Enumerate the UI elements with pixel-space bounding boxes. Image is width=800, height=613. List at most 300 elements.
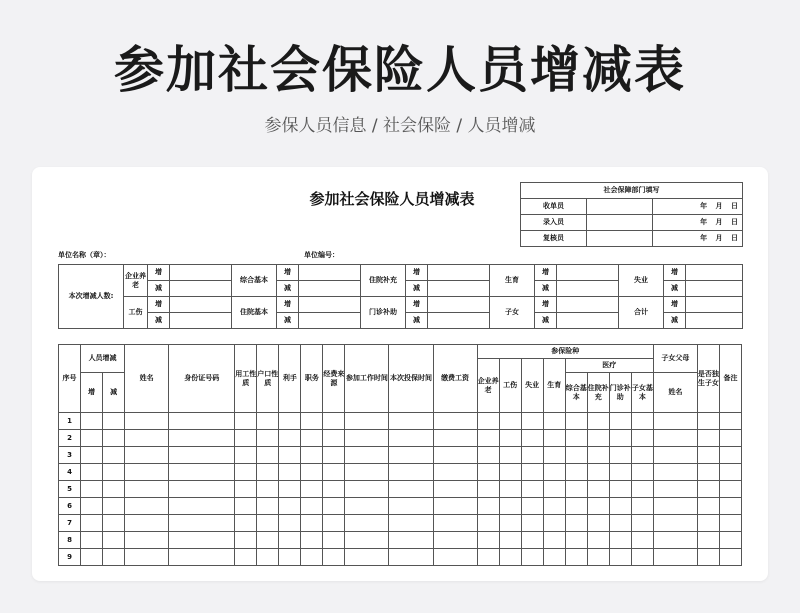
table-cell[interactable] (389, 549, 433, 566)
table-cell[interactable] (279, 549, 301, 566)
value-cell[interactable] (170, 313, 232, 329)
table-cell[interactable] (235, 447, 257, 464)
table-cell[interactable] (103, 430, 125, 447)
table-cell[interactable] (477, 447, 499, 464)
table-cell[interactable] (389, 532, 433, 549)
table-cell[interactable] (169, 481, 235, 498)
table-cell[interactable] (587, 498, 609, 515)
col-med-outp: 门诊补助 (609, 373, 631, 413)
table-cell[interactable] (323, 515, 345, 532)
table-cell[interactable] (235, 481, 257, 498)
col-hukou: 户口性质 (257, 345, 279, 413)
value-cell[interactable] (170, 265, 232, 281)
table-cell[interactable] (697, 532, 719, 549)
dept-row-date: 年 月 日 (653, 215, 743, 231)
table-cell[interactable] (125, 447, 169, 464)
table-cell[interactable] (257, 549, 279, 566)
table-row (59, 498, 742, 515)
table-cell[interactable] (169, 532, 235, 549)
table-cell[interactable] (631, 447, 653, 464)
table-cell[interactable] (543, 498, 565, 515)
table-cell[interactable] (499, 481, 521, 498)
group-label: 住院基本 (232, 297, 277, 329)
row-number: 1 (59, 413, 81, 430)
unit-code-label: 单位编号： (304, 251, 339, 259)
table-row (59, 532, 742, 549)
table-cell[interactable] (279, 532, 301, 549)
table-cell[interactable] (697, 481, 719, 498)
dec-label: 减 (148, 313, 170, 329)
table-row (59, 413, 742, 430)
table-cell[interactable] (125, 413, 169, 430)
dept-row-input[interactable] (587, 215, 653, 231)
value-cell[interactable] (686, 281, 743, 297)
table-cell[interactable] (631, 498, 653, 515)
table-cell[interactable] (543, 549, 565, 566)
table-cell[interactable] (257, 532, 279, 549)
table-cell[interactable] (257, 413, 279, 430)
table-cell[interactable] (235, 413, 257, 430)
col-position: 职务 (301, 345, 323, 413)
table-cell[interactable] (103, 532, 125, 549)
table-cell[interactable] (125, 532, 169, 549)
table-cell[interactable] (125, 464, 169, 481)
table-cell[interactable] (631, 549, 653, 566)
table-cell[interactable] (81, 464, 103, 481)
table-cell[interactable] (433, 515, 477, 532)
table-cell[interactable] (719, 481, 741, 498)
table-cell[interactable] (653, 430, 697, 447)
document-title: 参加社会保险人员增减表 (309, 190, 475, 208)
dept-row-label: 录入员 (521, 215, 587, 231)
table-cell[interactable] (653, 498, 697, 515)
table-cell[interactable] (257, 464, 279, 481)
table-cell[interactable] (169, 464, 235, 481)
table-cell[interactable] (719, 430, 741, 447)
table-cell[interactable] (301, 549, 323, 566)
table-cell[interactable] (543, 532, 565, 549)
table-cell[interactable] (565, 549, 587, 566)
dec-label: 减 (406, 313, 428, 329)
table-cell[interactable] (631, 464, 653, 481)
table-cell[interactable] (103, 498, 125, 515)
table-cell[interactable] (433, 532, 477, 549)
table-row (59, 481, 742, 498)
inc-label: 增 (406, 265, 428, 281)
table-cell[interactable] (323, 430, 345, 447)
table-cell[interactable] (631, 481, 653, 498)
table-cell[interactable] (389, 481, 433, 498)
table-cell[interactable] (477, 549, 499, 566)
table-cell[interactable] (499, 430, 521, 447)
table-cell[interactable] (499, 447, 521, 464)
table-cell[interactable] (103, 481, 125, 498)
table-cell[interactable] (719, 464, 741, 481)
group-label: 住院补充 (361, 265, 406, 297)
table-cell[interactable] (565, 464, 587, 481)
value-cell[interactable] (686, 265, 743, 281)
col-left-hand: 利手 (279, 345, 301, 413)
table-cell[interactable] (631, 430, 653, 447)
value-cell[interactable] (428, 313, 490, 329)
table-cell[interactable] (235, 498, 257, 515)
table-cell[interactable] (279, 498, 301, 515)
hero-subtitle: 参保人员信息 / 社会保险 / 人员增减 (264, 116, 536, 136)
table-cell[interactable] (521, 515, 543, 532)
value-cell[interactable] (557, 281, 619, 297)
row-number: 6 (59, 498, 81, 515)
table-cell[interactable] (719, 498, 741, 515)
table-cell[interactable] (477, 413, 499, 430)
group-label: 门诊补助 (361, 297, 406, 329)
row-number: 7 (59, 515, 81, 532)
table-cell[interactable] (499, 498, 521, 515)
table-cell[interactable] (631, 532, 653, 549)
col-seq: 序号 (59, 345, 81, 413)
col-dec: 减 (103, 373, 125, 413)
table-cell[interactable] (609, 498, 631, 515)
table-cell[interactable] (587, 481, 609, 498)
table-row (59, 464, 742, 481)
table-cell[interactable] (653, 532, 697, 549)
table-cell[interactable] (103, 447, 125, 464)
table-cell[interactable] (433, 498, 477, 515)
table-cell[interactable] (301, 515, 323, 532)
table-cell[interactable] (257, 498, 279, 515)
col-name: 姓名 (125, 345, 169, 413)
table-cell[interactable] (477, 464, 499, 481)
table-cell[interactable] (323, 481, 345, 498)
table-cell[interactable] (81, 532, 103, 549)
table-cell[interactable] (103, 413, 125, 430)
table-cell[interactable] (389, 515, 433, 532)
table-cell[interactable] (587, 515, 609, 532)
row-number: 8 (59, 532, 81, 549)
table-cell[interactable] (301, 430, 323, 447)
dec-label: 减 (277, 281, 299, 297)
table-cell[interactable] (323, 413, 345, 430)
table-cell[interactable] (543, 481, 565, 498)
table-cell[interactable] (543, 413, 565, 430)
table-cell[interactable] (257, 515, 279, 532)
table-cell[interactable] (521, 413, 543, 430)
table-cell[interactable] (609, 532, 631, 549)
table-cell[interactable] (169, 413, 235, 430)
table-cell[interactable] (103, 464, 125, 481)
col-parents: 子女父母 (653, 345, 697, 373)
table-cell[interactable] (301, 447, 323, 464)
table-cell[interactable] (477, 481, 499, 498)
table-cell[interactable] (81, 515, 103, 532)
table-cell[interactable] (609, 413, 631, 430)
table-cell[interactable] (345, 515, 389, 532)
table-cell[interactable] (653, 413, 697, 430)
table-cell[interactable] (301, 498, 323, 515)
table-cell[interactable] (301, 413, 323, 430)
table-cell[interactable] (125, 515, 169, 532)
table-cell[interactable] (279, 515, 301, 532)
inc-label: 增 (664, 265, 686, 281)
col-only-child: 是否独生子女 (697, 345, 719, 413)
table-cell[interactable] (125, 549, 169, 566)
table-cell[interactable] (323, 447, 345, 464)
col-person-change: 人员增减 (81, 345, 125, 373)
value-cell[interactable] (557, 265, 619, 281)
table-cell[interactable] (125, 498, 169, 515)
table-cell[interactable] (433, 413, 477, 430)
col-insurance: 参保险种 (477, 345, 653, 359)
table-cell[interactable] (587, 549, 609, 566)
inc-label: 增 (148, 297, 170, 313)
table-cell[interactable] (279, 447, 301, 464)
table-cell[interactable] (477, 532, 499, 549)
table-cell[interactable] (653, 481, 697, 498)
row-number: 5 (59, 481, 81, 498)
inc-label: 增 (535, 265, 557, 281)
value-cell[interactable] (428, 297, 490, 313)
table-cell[interactable] (81, 549, 103, 566)
table-cell[interactable] (499, 549, 521, 566)
group-label: 综合基本 (232, 265, 277, 297)
table-cell[interactable] (389, 498, 433, 515)
table-cell[interactable] (257, 447, 279, 464)
table-cell[interactable] (345, 481, 389, 498)
table-cell[interactable] (565, 430, 587, 447)
table-cell[interactable] (433, 549, 477, 566)
table-cell[interactable] (697, 498, 719, 515)
table-cell[interactable] (345, 430, 389, 447)
table-cell[interactable] (345, 447, 389, 464)
inc-label: 增 (277, 297, 299, 313)
table-cell[interactable] (565, 515, 587, 532)
table-cell[interactable] (565, 532, 587, 549)
table-cell[interactable] (587, 413, 609, 430)
table-cell[interactable] (653, 447, 697, 464)
table-cell[interactable] (719, 515, 741, 532)
table-cell[interactable] (697, 464, 719, 481)
hero-title: 参加社会保险人员增减表 (114, 41, 686, 99)
table-cell[interactable] (609, 464, 631, 481)
table-cell[interactable] (719, 532, 741, 549)
col-med-hosp: 住院补充 (587, 373, 609, 413)
table-cell[interactable] (719, 447, 741, 464)
value-cell[interactable] (428, 265, 490, 281)
dec-label: 减 (406, 281, 428, 297)
table-cell[interactable] (609, 515, 631, 532)
col-medical: 医疗 (565, 359, 653, 373)
table-cell[interactable] (345, 549, 389, 566)
table-cell[interactable] (565, 481, 587, 498)
table-cell[interactable] (697, 447, 719, 464)
table-cell[interactable] (323, 549, 345, 566)
table-cell[interactable] (587, 430, 609, 447)
table-cell[interactable] (345, 413, 389, 430)
col-wage: 缴费工资 (433, 345, 477, 413)
value-cell[interactable] (299, 265, 361, 281)
unit-name-label: 单位名称（章）： (58, 251, 111, 259)
col-med-child: 子女基本 (631, 373, 653, 413)
row-number: 3 (59, 447, 81, 464)
table-cell[interactable] (631, 515, 653, 532)
value-cell[interactable] (299, 313, 361, 329)
table-cell[interactable] (345, 464, 389, 481)
table-row (59, 549, 742, 566)
dec-label: 减 (535, 313, 557, 329)
table-cell[interactable] (521, 447, 543, 464)
value-cell[interactable] (299, 297, 361, 313)
dept-row-input[interactable] (587, 199, 653, 215)
table-cell[interactable] (543, 447, 565, 464)
table-cell[interactable] (653, 464, 697, 481)
table-cell[interactable] (543, 464, 565, 481)
table-cell[interactable] (565, 447, 587, 464)
dept-fill-box (520, 182, 743, 247)
table-cell[interactable] (169, 447, 235, 464)
table-cell[interactable] (235, 532, 257, 549)
table-cell[interactable] (235, 549, 257, 566)
table-cell[interactable] (169, 515, 235, 532)
table-cell[interactable] (433, 430, 477, 447)
table-cell[interactable] (565, 413, 587, 430)
table-cell[interactable] (279, 430, 301, 447)
col-maternity: 生育 (543, 359, 565, 413)
table-cell[interactable] (565, 498, 587, 515)
table-cell[interactable] (279, 464, 301, 481)
dec-label: 减 (664, 281, 686, 297)
table-cell[interactable] (697, 413, 719, 430)
dec-label: 减 (535, 281, 557, 297)
table-cell[interactable] (257, 481, 279, 498)
table-cell[interactable] (345, 532, 389, 549)
table-cell[interactable] (499, 515, 521, 532)
table-cell[interactable] (323, 498, 345, 515)
table-cell[interactable] (631, 413, 653, 430)
value-cell[interactable] (170, 281, 232, 297)
table-cell[interactable] (389, 447, 433, 464)
table-cell[interactable] (125, 481, 169, 498)
table-cell[interactable] (81, 413, 103, 430)
table-cell[interactable] (433, 481, 477, 498)
table-cell[interactable] (169, 549, 235, 566)
dec-label: 减 (277, 313, 299, 329)
table-cell[interactable] (389, 430, 433, 447)
inc-label: 增 (535, 297, 557, 313)
value-cell[interactable] (686, 313, 743, 329)
table-cell[interactable] (389, 413, 433, 430)
table-cell[interactable] (543, 430, 565, 447)
table-cell[interactable] (301, 481, 323, 498)
table-cell[interactable] (235, 430, 257, 447)
table-cell[interactable] (499, 413, 521, 430)
table-cell[interactable] (521, 481, 543, 498)
table-cell[interactable] (521, 498, 543, 515)
col-insure-time: 本次投保时间 (389, 345, 433, 413)
table-cell[interactable] (301, 532, 323, 549)
table-cell[interactable] (521, 532, 543, 549)
table-cell[interactable] (521, 549, 543, 566)
dept-row-input[interactable] (587, 231, 653, 247)
col-work-start: 参加工作时间 (345, 345, 389, 413)
table-cell[interactable] (587, 447, 609, 464)
inc-label: 增 (148, 265, 170, 281)
table-cell[interactable] (389, 464, 433, 481)
table-cell[interactable] (587, 532, 609, 549)
table-cell[interactable] (609, 447, 631, 464)
table-cell[interactable] (521, 430, 543, 447)
value-cell[interactable] (428, 281, 490, 297)
table-cell[interactable] (719, 549, 741, 566)
table-cell[interactable] (587, 464, 609, 481)
table-cell[interactable] (477, 498, 499, 515)
value-cell[interactable] (299, 281, 361, 297)
dec-label: 减 (664, 313, 686, 329)
table-cell[interactable] (81, 447, 103, 464)
table-cell[interactable] (697, 430, 719, 447)
table-cell[interactable] (301, 464, 323, 481)
table-cell[interactable] (719, 413, 741, 430)
group-label: 企业养老 (124, 265, 148, 297)
table-cell[interactable] (257, 430, 279, 447)
col-id-no: 身份证号码 (169, 345, 235, 413)
value-cell[interactable] (557, 313, 619, 329)
table-cell[interactable] (345, 498, 389, 515)
table-cell[interactable] (653, 515, 697, 532)
table-cell[interactable] (609, 430, 631, 447)
table-cell[interactable] (697, 515, 719, 532)
col-parent-name: 姓名 (653, 373, 697, 413)
table-cell[interactable] (81, 498, 103, 515)
table-cell[interactable] (103, 549, 125, 566)
table-cell[interactable] (103, 515, 125, 532)
table-cell[interactable] (81, 430, 103, 447)
table-cell[interactable] (81, 481, 103, 498)
value-cell[interactable] (557, 297, 619, 313)
table-cell[interactable] (499, 464, 521, 481)
table-cell[interactable] (125, 430, 169, 447)
table-cell[interactable] (279, 413, 301, 430)
table-cell[interactable] (609, 481, 631, 498)
table-cell[interactable] (433, 464, 477, 481)
dept-row-date: 年 月 日 (653, 199, 743, 215)
table-cell[interactable] (169, 498, 235, 515)
table-cell[interactable] (521, 464, 543, 481)
table-cell[interactable] (543, 515, 565, 532)
col-remarks: 备注 (719, 345, 741, 413)
table-cell[interactable] (235, 464, 257, 481)
col-pension: 企业养老 (477, 359, 499, 413)
value-cell[interactable] (686, 297, 743, 313)
table-cell[interactable] (697, 549, 719, 566)
value-cell[interactable] (170, 297, 232, 313)
table-cell[interactable] (169, 430, 235, 447)
inc-label: 增 (664, 297, 686, 313)
group-label: 失业 (619, 265, 664, 297)
table-cell[interactable] (499, 532, 521, 549)
table-cell[interactable] (235, 515, 257, 532)
dept-row-date: 年 月 日 (653, 231, 743, 247)
table-cell[interactable] (653, 549, 697, 566)
table-cell[interactable] (279, 481, 301, 498)
table-row (59, 515, 742, 532)
table-cell[interactable] (477, 430, 499, 447)
col-employment: 用工性质 (235, 345, 257, 413)
table-cell[interactable] (323, 464, 345, 481)
table-cell[interactable] (477, 515, 499, 532)
change-summary-table (58, 264, 743, 329)
table-cell[interactable] (433, 447, 477, 464)
table-cell[interactable] (323, 532, 345, 549)
table-cell[interactable] (609, 549, 631, 566)
